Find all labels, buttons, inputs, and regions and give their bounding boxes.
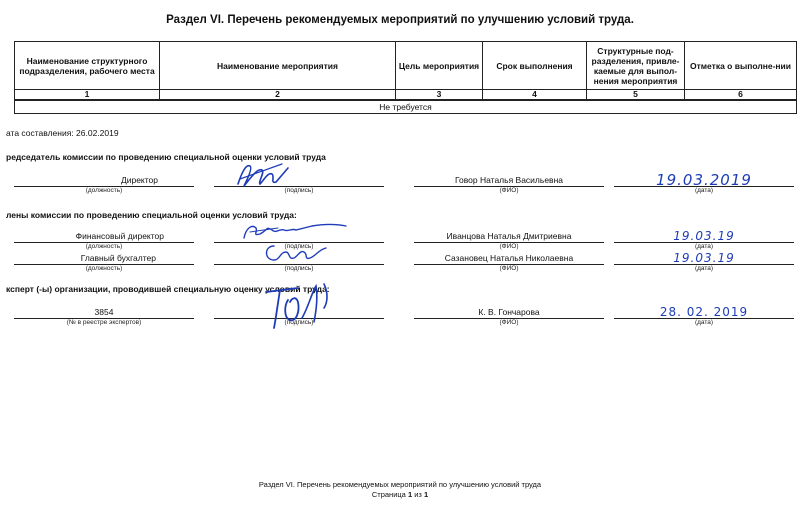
column-number-row bbox=[15, 90, 797, 101]
table-row bbox=[15, 100, 797, 114]
member1-name-field bbox=[414, 231, 604, 251]
chairman-name-field bbox=[414, 175, 604, 195]
member2-name: Сазановец Наталья Николаевна bbox=[414, 253, 604, 265]
col-number: 5 bbox=[587, 90, 685, 101]
signature-caption: (подпись) bbox=[284, 243, 314, 250]
fio-caption: (ФИО) bbox=[499, 319, 519, 326]
registry-caption: (№ в реестре экспертов) bbox=[66, 319, 142, 326]
signature-caption: (подпись) bbox=[284, 187, 314, 194]
col-number: 4 bbox=[483, 90, 587, 101]
position-caption: (должность) bbox=[85, 243, 123, 250]
page-counter bbox=[0, 490, 800, 500]
member1-handwritten-date: 19.03.19 bbox=[673, 229, 735, 243]
col-number: 2 bbox=[160, 90, 396, 101]
col-number: 3 bbox=[396, 90, 483, 101]
fio-caption: (ФИО) bbox=[499, 265, 519, 272]
expert-handwritten-date: 28. 02. 2019 bbox=[659, 305, 749, 319]
chairman-heading: редседатель комиссии по проведению специальной оценки условий труда bbox=[6, 152, 326, 162]
member1-position-field bbox=[14, 231, 194, 251]
expert-registry-number: 3854 bbox=[14, 307, 194, 319]
member1-name: Иванцова Наталья Дмитриевна bbox=[414, 231, 604, 243]
of-word: из bbox=[414, 490, 422, 499]
date-caption: (дата) bbox=[694, 265, 714, 272]
expert-date-field bbox=[614, 307, 794, 327]
page-number: 1 bbox=[407, 490, 413, 499]
page-total: 1 bbox=[423, 490, 429, 499]
page-word: Страница bbox=[371, 490, 406, 499]
section-title: Раздел VI. Перечень рекомендуемых мероприятий по улучшению условий труда. bbox=[166, 14, 634, 26]
chairman-name: Говор Наталья Васильевна bbox=[414, 175, 604, 187]
col-header-mark: Отметка о выполне-нии bbox=[685, 42, 797, 90]
member2-position-field bbox=[14, 253, 194, 273]
member1-position: Финансовый директор bbox=[14, 231, 194, 243]
fio-caption: (ФИО) bbox=[499, 243, 519, 250]
position-caption: (должность) bbox=[85, 187, 123, 194]
chairman-date-field bbox=[614, 171, 794, 195]
page-footer-title: Раздел VI. Перечень рекомендуемых мероприятий по улучшению условий труда bbox=[258, 480, 542, 489]
not-required-cell: Не требуется bbox=[15, 100, 797, 114]
member2-signature-field bbox=[214, 253, 384, 273]
col-number: 1 bbox=[15, 90, 160, 101]
expert-registry-field bbox=[14, 307, 194, 327]
member1-date-field bbox=[614, 231, 794, 251]
signature-caption: (подпись) bbox=[284, 319, 314, 326]
col-header-units: Структурные под-разделения, привле-каемые для выпол-нения мероприятия bbox=[587, 42, 685, 90]
members-heading: лены комиссии по проведению специальной оценки условий труда: bbox=[6, 210, 297, 220]
col-number: 6 bbox=[685, 90, 797, 101]
signature-caption: (подпись) bbox=[284, 265, 314, 272]
expert-name-field bbox=[414, 307, 604, 327]
position-caption: (должность) bbox=[85, 265, 123, 272]
member1-signature-field bbox=[214, 231, 384, 251]
chairman-position-field bbox=[14, 175, 194, 195]
fio-caption: (ФИО) bbox=[499, 187, 519, 194]
expert-heading: ксперт (-ы) организации, проводившей специальную оценку условий труда: bbox=[6, 284, 330, 294]
member2-date-field bbox=[614, 253, 794, 273]
member2-name-field bbox=[414, 253, 604, 273]
col-header-goal: Цель мероприятия bbox=[396, 42, 483, 90]
chairman-signature-field bbox=[214, 175, 384, 195]
member2-position: Главный бухгалтер bbox=[14, 253, 194, 265]
compilation-date: ата составления: 26.02.2019 bbox=[6, 128, 119, 138]
chairman-handwritten-date: 19.03.2019 bbox=[656, 171, 752, 189]
date-caption: (дата) bbox=[694, 319, 714, 326]
expert-signature-field bbox=[214, 307, 384, 327]
date-caption: (дата) bbox=[694, 243, 714, 250]
col-header-department: Наименование структурного подразделения, рабочего места bbox=[15, 42, 160, 90]
date-caption: (дата) bbox=[694, 187, 714, 194]
col-header-deadline: Срок выполнения bbox=[483, 42, 587, 90]
chairman-position: Директор bbox=[14, 175, 194, 187]
table-header-row bbox=[15, 42, 797, 90]
measures-table bbox=[14, 41, 797, 114]
expert-name: К. В. Гончарова bbox=[414, 307, 604, 319]
col-header-measure: Наименование мероприятия bbox=[160, 42, 396, 90]
member2-handwritten-date: 19.03.19 bbox=[673, 251, 735, 265]
